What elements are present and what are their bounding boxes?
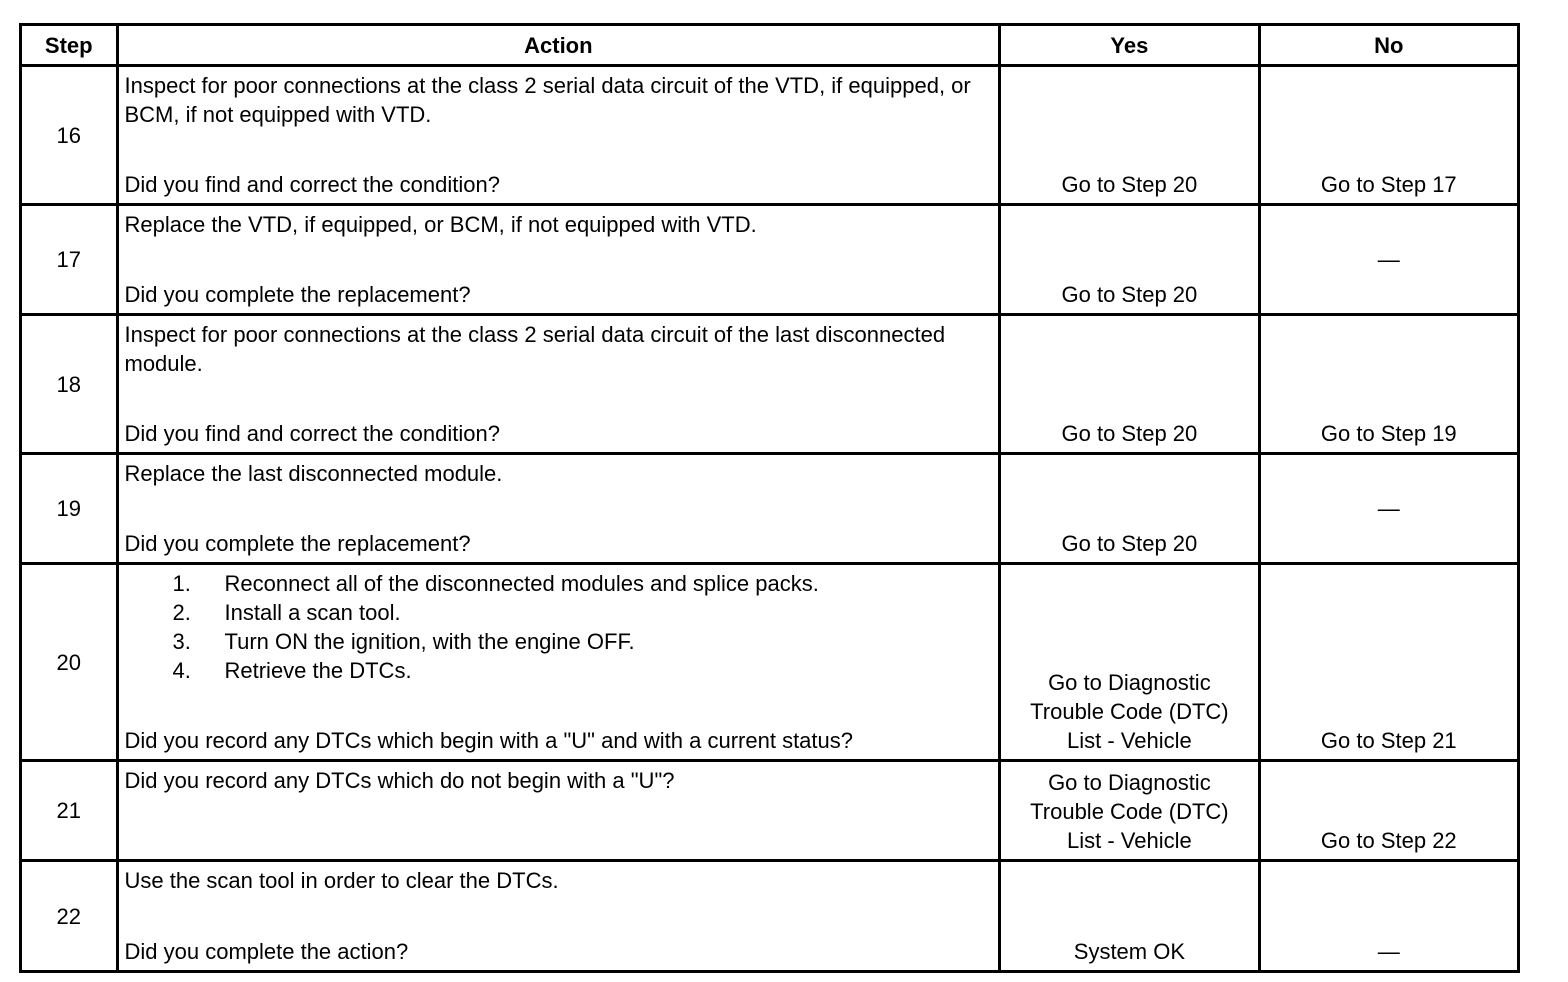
table-row [21, 66, 1519, 205]
instruction-text: Use the scan tool in order to clear the DTCs. [124, 868, 559, 893]
action-cell [117, 861, 1000, 972]
no-result: — [1259, 205, 1518, 315]
list-item: 1. Reconnect all of the disconnected modules and splice packs. [172, 571, 819, 596]
diagnostic-table [19, 23, 1520, 973]
table-row [21, 861, 1519, 972]
yes-result: System OK [1000, 861, 1259, 972]
question-text: Did you find and correct the condition? [124, 421, 500, 446]
table-row [21, 454, 1519, 564]
no-result: Go to Step 21 [1259, 564, 1518, 761]
question-text: Did you find and correct the condition? [124, 172, 500, 197]
question-text: Did you complete the action? [124, 939, 409, 964]
step-number: 20 [21, 564, 118, 761]
step-number: 19 [21, 454, 118, 564]
no-result: — [1259, 454, 1518, 564]
instruction-list [125, 569, 993, 685]
instruction-text: Inspect for poor connections at the class 2 serial data circuit of the VTD, if equipped, or BCM, if not equipped with VTD. [124, 73, 971, 127]
action-cell [117, 315, 1000, 454]
step-number: 17 [21, 205, 118, 315]
table-row [21, 564, 1519, 761]
yes-result: Go to Step 20 [1000, 205, 1259, 315]
instruction-text: Replace the VTD, if equipped, or BCM, if not equipped with VTD. [124, 212, 757, 237]
list-item: 2. Install a scan tool. [172, 600, 401, 625]
no-result: — [1259, 861, 1518, 972]
header-step: Step [21, 25, 118, 66]
no-result: Go to Step 22 [1259, 761, 1518, 861]
yes-result: Go to Step 20 [1000, 66, 1259, 205]
instruction-text: Replace the last disconnected module. [124, 461, 503, 486]
header-yes: Yes [1000, 25, 1259, 66]
yes-result: Go to Diagnostic Trouble Code (DTC) List - Vehicle [1000, 761, 1259, 861]
action-cell [117, 205, 1000, 315]
table-row [21, 205, 1519, 315]
header-no: No [1259, 25, 1518, 66]
action-cell [117, 564, 1000, 761]
question-text: Did you complete the replacement? [124, 282, 471, 307]
question-text: Did you record any DTCs which begin with a "U" and with a current status? [124, 728, 854, 753]
yes-result: Go to Diagnostic Trouble Code (DTC) List - Vehicle [1000, 564, 1259, 761]
action-cell [117, 66, 1000, 205]
step-number: 22 [21, 861, 118, 972]
step-number: 16 [21, 66, 118, 205]
table-row [21, 761, 1519, 861]
instruction-text: Did you record any DTCs which do not begin with a "U"? [124, 768, 675, 793]
yes-result: Go to Step 20 [1000, 315, 1259, 454]
step-number: 18 [21, 315, 118, 454]
table-row [21, 315, 1519, 454]
yes-result: Go to Step 20 [1000, 454, 1259, 564]
action-cell [117, 761, 1000, 861]
header-row [21, 25, 1519, 66]
list-item: 4. Retrieve the DTCs. [172, 658, 412, 683]
instruction-text: Inspect for poor connections at the class 2 serial data circuit of the last disconnected module. [124, 322, 946, 376]
no-result: Go to Step 19 [1259, 315, 1518, 454]
question-text: Did you complete the replacement? [124, 531, 471, 556]
action-cell [117, 454, 1000, 564]
step-number: 21 [21, 761, 118, 861]
list-item: 3. Turn ON the ignition, with the engine OFF. [172, 629, 635, 654]
header-action: Action [117, 25, 1000, 66]
no-result: Go to Step 17 [1259, 66, 1518, 205]
